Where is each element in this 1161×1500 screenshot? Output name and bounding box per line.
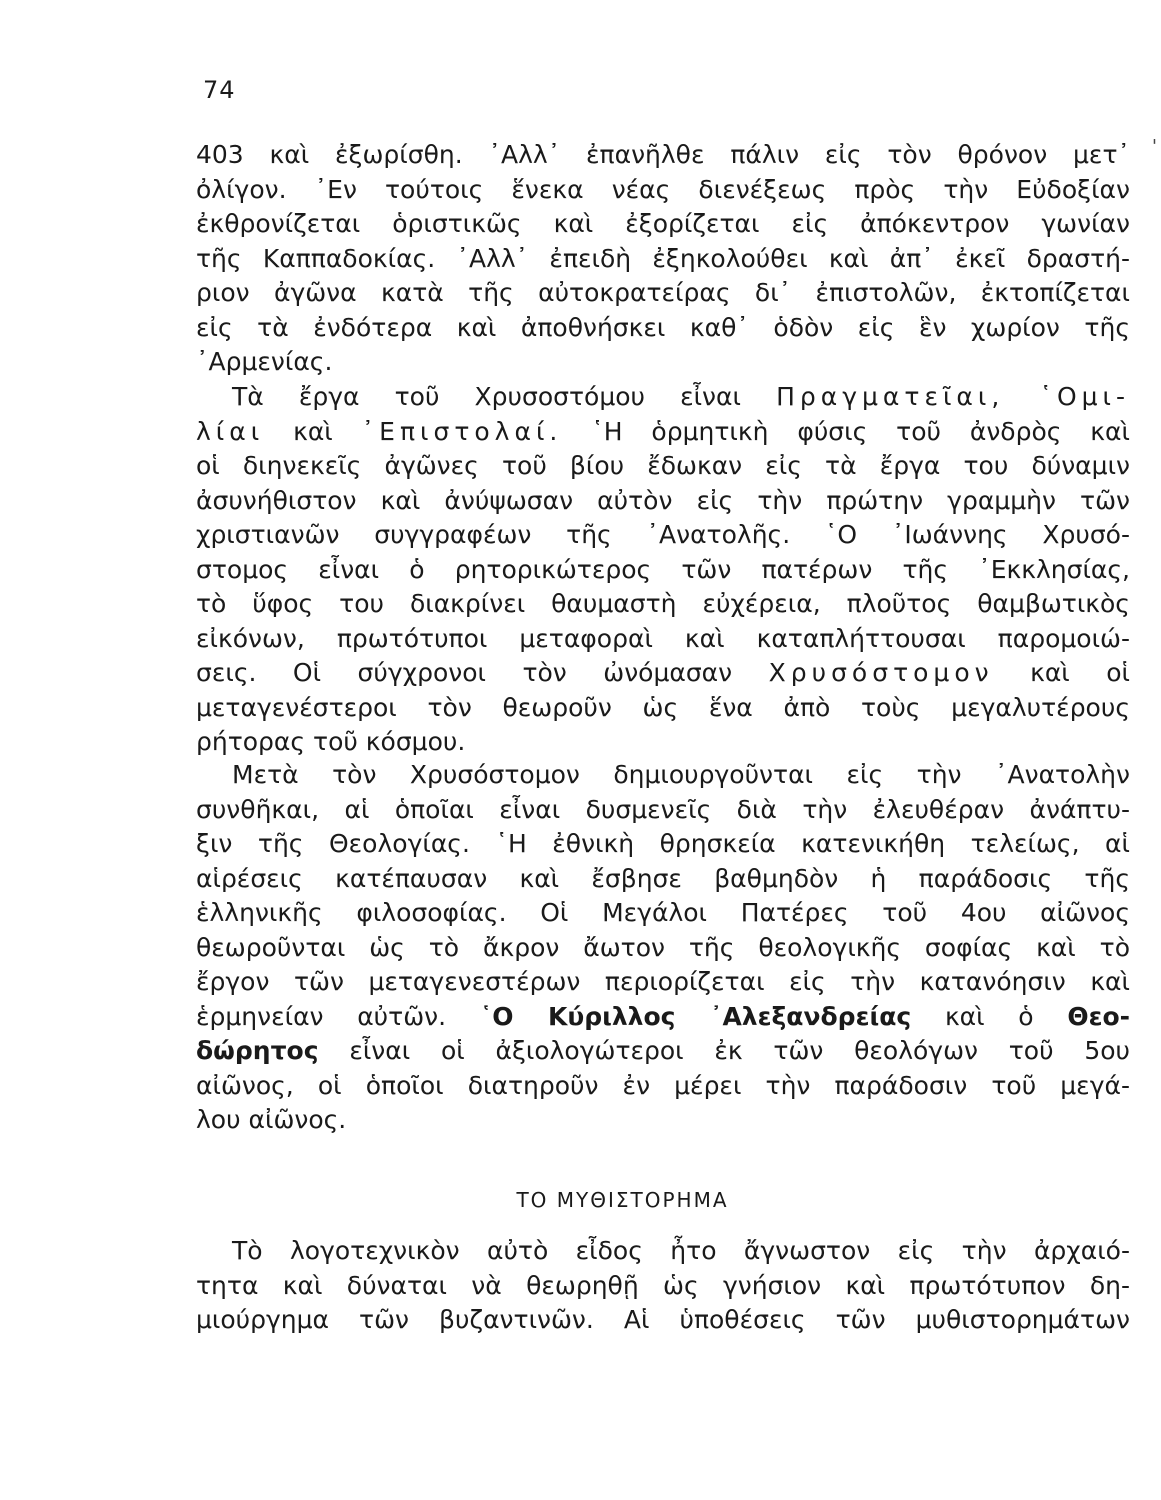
paragraph-2 xyxy=(196,380,1130,760)
text-segment: Τὰ ἔργα τοῦ Χρυσοστόμου εἶναι xyxy=(232,382,741,411)
margin-mark: ' xyxy=(1152,136,1157,157)
text-line: αἱρέσεις κατέπαυσαν καὶ ἔσβησε βαθμηδὸν ἡ παράδοσις τῆς xyxy=(196,863,1130,893)
text-line: θεωροῦνται ὡς τὸ ἄκρον ἄωτον τῆς θεολογικῆς σοφίας καὶ τὸ xyxy=(196,932,1130,962)
section-heading xyxy=(0,1188,1161,1212)
paragraph-3 xyxy=(196,758,1130,1138)
emphasized-name: ῾Ο Κύριλλος ᾿Αλεξανδρείας xyxy=(479,1001,912,1031)
text-line: χριστιανῶν συγγραφέων τῆς ᾿Ανατολῆς. ῾Ο ᾿Ιωάννης Χρυσό- xyxy=(196,520,1130,549)
text-line: οἱ διηνεκεῖς ἀγῶνες τοῦ βίου ἔδωκαν εἰς τὰ ἔργα του δύναμιν xyxy=(196,451,1130,480)
text-line: ἔργον τῶν μεταγενεστέρων περιορίζεται εἰς τὴν κατανόησιν καὶ xyxy=(196,967,1130,996)
text-line: ξιν τῆς Θεολογίας. ῾Η ἐθνικὴ θρησκεία κατενικήθη τελείως, αἱ xyxy=(196,829,1130,858)
paragraph-1 xyxy=(196,138,1130,380)
text-line xyxy=(196,380,1130,415)
text-segment: καὶ xyxy=(293,416,333,446)
text-line: Τὸ λογοτεχνικὸν αὐτὸ εἶδος ἦτο ἄγνωστον εἰς τὴν ἀρχαιό- xyxy=(232,1236,1130,1265)
text-line: μιούργημα τῶν βυζαντινῶν. Αἱ ὑποθέσεις τῶν μυθιστορημάτων xyxy=(196,1305,1130,1334)
emphasized-term: λίαι xyxy=(196,416,265,446)
text-line: ἀσυνήθιστον καὶ ἀνύψωσαν αὐτὸν εἰς τὴν πρώτην γραμμὴν τῶν xyxy=(196,485,1130,515)
text-line xyxy=(196,1034,1130,1069)
text-line: 403 καὶ ἐξωρίσθη. ᾿Αλλ᾿ ἐπανῆλθε πάλιν εἰς τὸν θρόνον μετ᾿ xyxy=(196,140,1130,169)
emphasized-name: δώρητος xyxy=(196,1036,319,1065)
text-segment: ῾Η ὁρμητικὴ φύσις τοῦ ἀνδρὸς καὶ xyxy=(591,416,1130,446)
text-line: ὀλίγον. ᾿Εν τούτοις ἕνεκα νέας διενέξεως πρὸς τὴν Εὐδοξίαν xyxy=(196,174,1130,204)
section-heading-text: ΤΟ ΜΥΘΙΣΤΟΡΗΜΑ xyxy=(516,1188,729,1212)
page-number: 74 xyxy=(203,76,236,104)
paragraph-4 xyxy=(196,1234,1130,1338)
text-line xyxy=(196,415,1130,450)
text-line: εἰς τὰ ἐνδότερα καὶ ἀποθνήσκει καθ᾿ ὁδὸν εἰς ἓν χωρίον τῆς xyxy=(196,312,1130,342)
text-line: ἑλληνικῆς φιλοσοφίας. Οἱ Μεγάλοι Πατέρες τοῦ 4ου αἰῶνος xyxy=(196,898,1130,927)
emphasized-name: Θεο- xyxy=(1067,1001,1131,1031)
text-line: ᾿Αρμενίας. xyxy=(196,347,333,376)
text-line: τῆς Καππαδοκίας. ᾿Αλλ᾿ ἐπειδὴ ἐξηκολούθει καὶ ἀπ᾿ ἐκεῖ δραστή- xyxy=(196,243,1130,273)
text-line: μεταγενέστεροι τὸν θεωροῦν ὡς ἕνα ἀπὸ τοὺς μεγαλυτέρους xyxy=(196,692,1130,722)
text-segment: εἶναι οἱ ἀξιολογώτεροι ἐκ τῶν θεολόγων τοῦ 5ου xyxy=(349,1036,1130,1065)
text-line xyxy=(196,1000,1130,1035)
text-line: ρήτορας τοῦ κόσμου. xyxy=(196,727,466,756)
emphasized-term: Πραγματεῖαι, xyxy=(776,382,1005,411)
text-line: Μετὰ τὸν Χρυσόστομον δημιουργοῦνται εἰς τὴν ᾿Ανατολὴν xyxy=(232,760,1130,789)
text-segment: καὶ ὁ xyxy=(944,1001,1034,1031)
emphasized-term: ᾿Επιστολαί. xyxy=(361,416,563,446)
text-line: τὸ ὕφος του διακρίνει θαυμαστὴ εὐχέρεια, πλοῦτος θαμβωτικὸς xyxy=(196,589,1130,618)
emphasized-term: Χρυσόστομον xyxy=(768,658,994,687)
text-line: συνθῆκαι, αἱ ὁποῖαι εἶναι δυσμενεῖς διὰ τὴν ἐλευθέραν ἀνάπτυ- xyxy=(196,794,1130,824)
text-line: τητα καὶ δύναται νὰ θεωρηθῇ ὡς γνήσιον καὶ πρωτότυπον δη- xyxy=(196,1270,1130,1300)
text-segment: σεις. Οἱ σύγχρονοι τὸν ὠνόμασαν xyxy=(196,658,733,687)
text-line: λου αἰῶνος. xyxy=(196,1105,347,1134)
text-segment: καὶ οἱ xyxy=(1030,658,1131,687)
text-line: ριον ἀγῶνα κατὰ τῆς αὐτοκρατείρας δι᾿ ἐπιστολῶν, ἐκτοπίζεται xyxy=(196,278,1130,307)
text-line: εἰκόνων, πρωτότυποι μεταφοραὶ καὶ καταπλήττουσαι παρομοιώ- xyxy=(196,623,1130,653)
emphasized-term: ῾Ομι- xyxy=(1039,382,1131,411)
text-line xyxy=(196,656,1130,691)
text-segment: ἑρμηνείαν αὐτῶν. xyxy=(196,1001,447,1031)
text-line: ἐκθρονίζεται ὁριστικῶς καὶ ἐξορίζεται εἰς ἀπόκεντρον γωνίαν xyxy=(196,209,1130,238)
text-line: στομος εἶναι ὁ ρητορικώτερος τῶν πατέρων τῆς ᾿Εκκλησίας, xyxy=(196,554,1130,584)
text-line: αἰῶνος, οἱ ὁποῖοι διατηροῦν ἐν μέρει τὴν παράδοσιν τοῦ μεγά- xyxy=(196,1070,1130,1100)
